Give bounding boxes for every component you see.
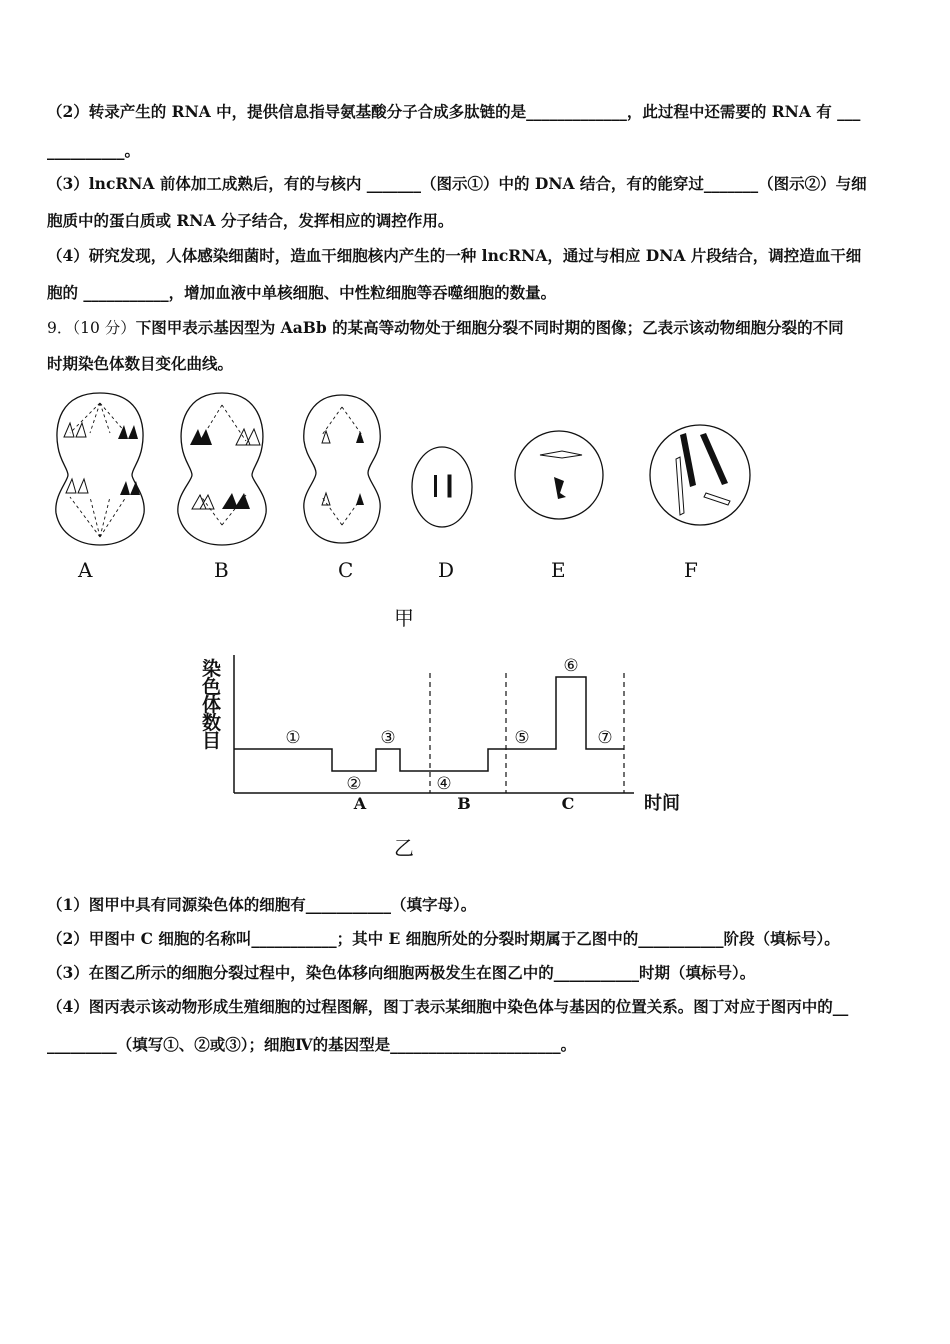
- q8-part2-line1: （2）转录产生的 RNA 中，提供信息指导氨基酸分子合成多肽链的是_____________，此过程中还需要的 RNA 有 ___: [47, 102, 861, 121]
- figure-jia-cells: [40, 385, 770, 630]
- y-axis-char-5: 目: [202, 730, 222, 752]
- figure-yi-chart: [190, 645, 710, 825]
- figure-yi-caption: 乙: [394, 836, 414, 860]
- cell-label-e: E: [551, 558, 566, 582]
- y-axis-char-1: 染: [202, 658, 222, 680]
- period-marker-3: ③: [380, 728, 396, 748]
- q9-part1: （1）图甲中具有同源染色体的细胞有___________（填字母）。: [47, 895, 477, 914]
- q9-part4-line2: _________（填写①、②或③）；细胞Ⅳ的基因型是______________________。: [47, 1035, 577, 1054]
- cell-label-c: C: [338, 558, 354, 582]
- cell-b-membrane: [178, 393, 266, 545]
- q8-part3-line1: （3）lncRNA 前体加工成熟后，有的与核内 _______（图示①）中的 DNA 结合，有的能穿过_______（图示②）与细: [47, 174, 867, 193]
- stage-label-b: B: [457, 794, 471, 813]
- q8-part3-line2: 胞质中的蛋白质或 RNA 分子结合，发挥相应的调控作用。: [47, 211, 454, 230]
- q9-part2: （2）甲图中 C 细胞的名称叫___________；其中 E 细胞所处的分裂时期属于乙图中的___________阶段（填标号）。: [47, 929, 840, 948]
- cell-f-membrane: [650, 425, 750, 525]
- y-axis-char-3: 体: [202, 694, 222, 716]
- figure-jia-caption: 甲: [394, 606, 414, 630]
- period-marker-7: ⑦: [597, 728, 613, 748]
- stage-label-c: C: [561, 794, 575, 813]
- cell-e-chromosome: [554, 477, 566, 499]
- period-marker-4: ④: [436, 774, 452, 794]
- cell-d-chromosome: [434, 475, 437, 497]
- cell-a-chromosomes: [118, 425, 140, 495]
- q9-stem-line1: [47, 318, 844, 338]
- period-marker-1: ①: [285, 728, 301, 748]
- q9-part3: （3）在图乙所示的细胞分裂过程中，染色体移向细胞两极发生在图乙中的___________时期（填标号）。: [47, 963, 756, 982]
- cell-label-d: D: [438, 558, 455, 582]
- q9-stem-text: 下图甲表示基因型为 AaBb 的某高等动物处于细胞分裂不同时期的图像；乙表示该动物细胞分裂的不同: [135, 318, 844, 337]
- y-axis-char-2: 色: [202, 676, 222, 698]
- q8-part4-line1: （4）研究发现，人体感染细菌时，造血干细胞核内产生的一种 lncRNA，通过与相应 DNA 片段结合，调控造血干细: [47, 246, 862, 265]
- cell-label-a: A: [78, 558, 93, 582]
- cell-c-membrane: [304, 395, 380, 543]
- q9-part4-line1: （4）图丙表示该动物形成生殖细胞的过程图解，图丁表示某细胞中染色体与基因的位置关系。图丁对应于图丙中的__: [47, 997, 849, 1016]
- cell-label-f: F: [684, 558, 698, 582]
- cell-c-chromosomes: [356, 431, 364, 505]
- period-marker-5: ⑤: [514, 728, 530, 748]
- cell-f-chromosome-2: [700, 433, 728, 485]
- q8-part2-line2: __________。: [47, 141, 141, 160]
- cell-f-chromosome-1: [680, 433, 696, 487]
- period-marker-6: ⑥: [563, 656, 579, 676]
- cell-d-membrane: [412, 447, 472, 527]
- q9-stem-line2: 时期染色体数目变化曲线。: [47, 354, 234, 373]
- cell-a-membrane: [56, 393, 144, 545]
- q8-part4-line2: 胞的 ___________，增加血液中单核细胞、中性粒细胞等吞噬细胞的数量。: [47, 283, 557, 302]
- q9-number: 9．（10 分）: [47, 319, 136, 337]
- cell-label-b: B: [214, 558, 229, 582]
- stage-label-a: A: [353, 794, 367, 813]
- period-marker-2: ②: [346, 774, 362, 794]
- chromosome-number-curve: [234, 677, 624, 771]
- cell-e-membrane: [515, 431, 603, 519]
- y-axis-char-4: 数: [202, 712, 222, 734]
- x-axis-label: 时间: [644, 793, 680, 814]
